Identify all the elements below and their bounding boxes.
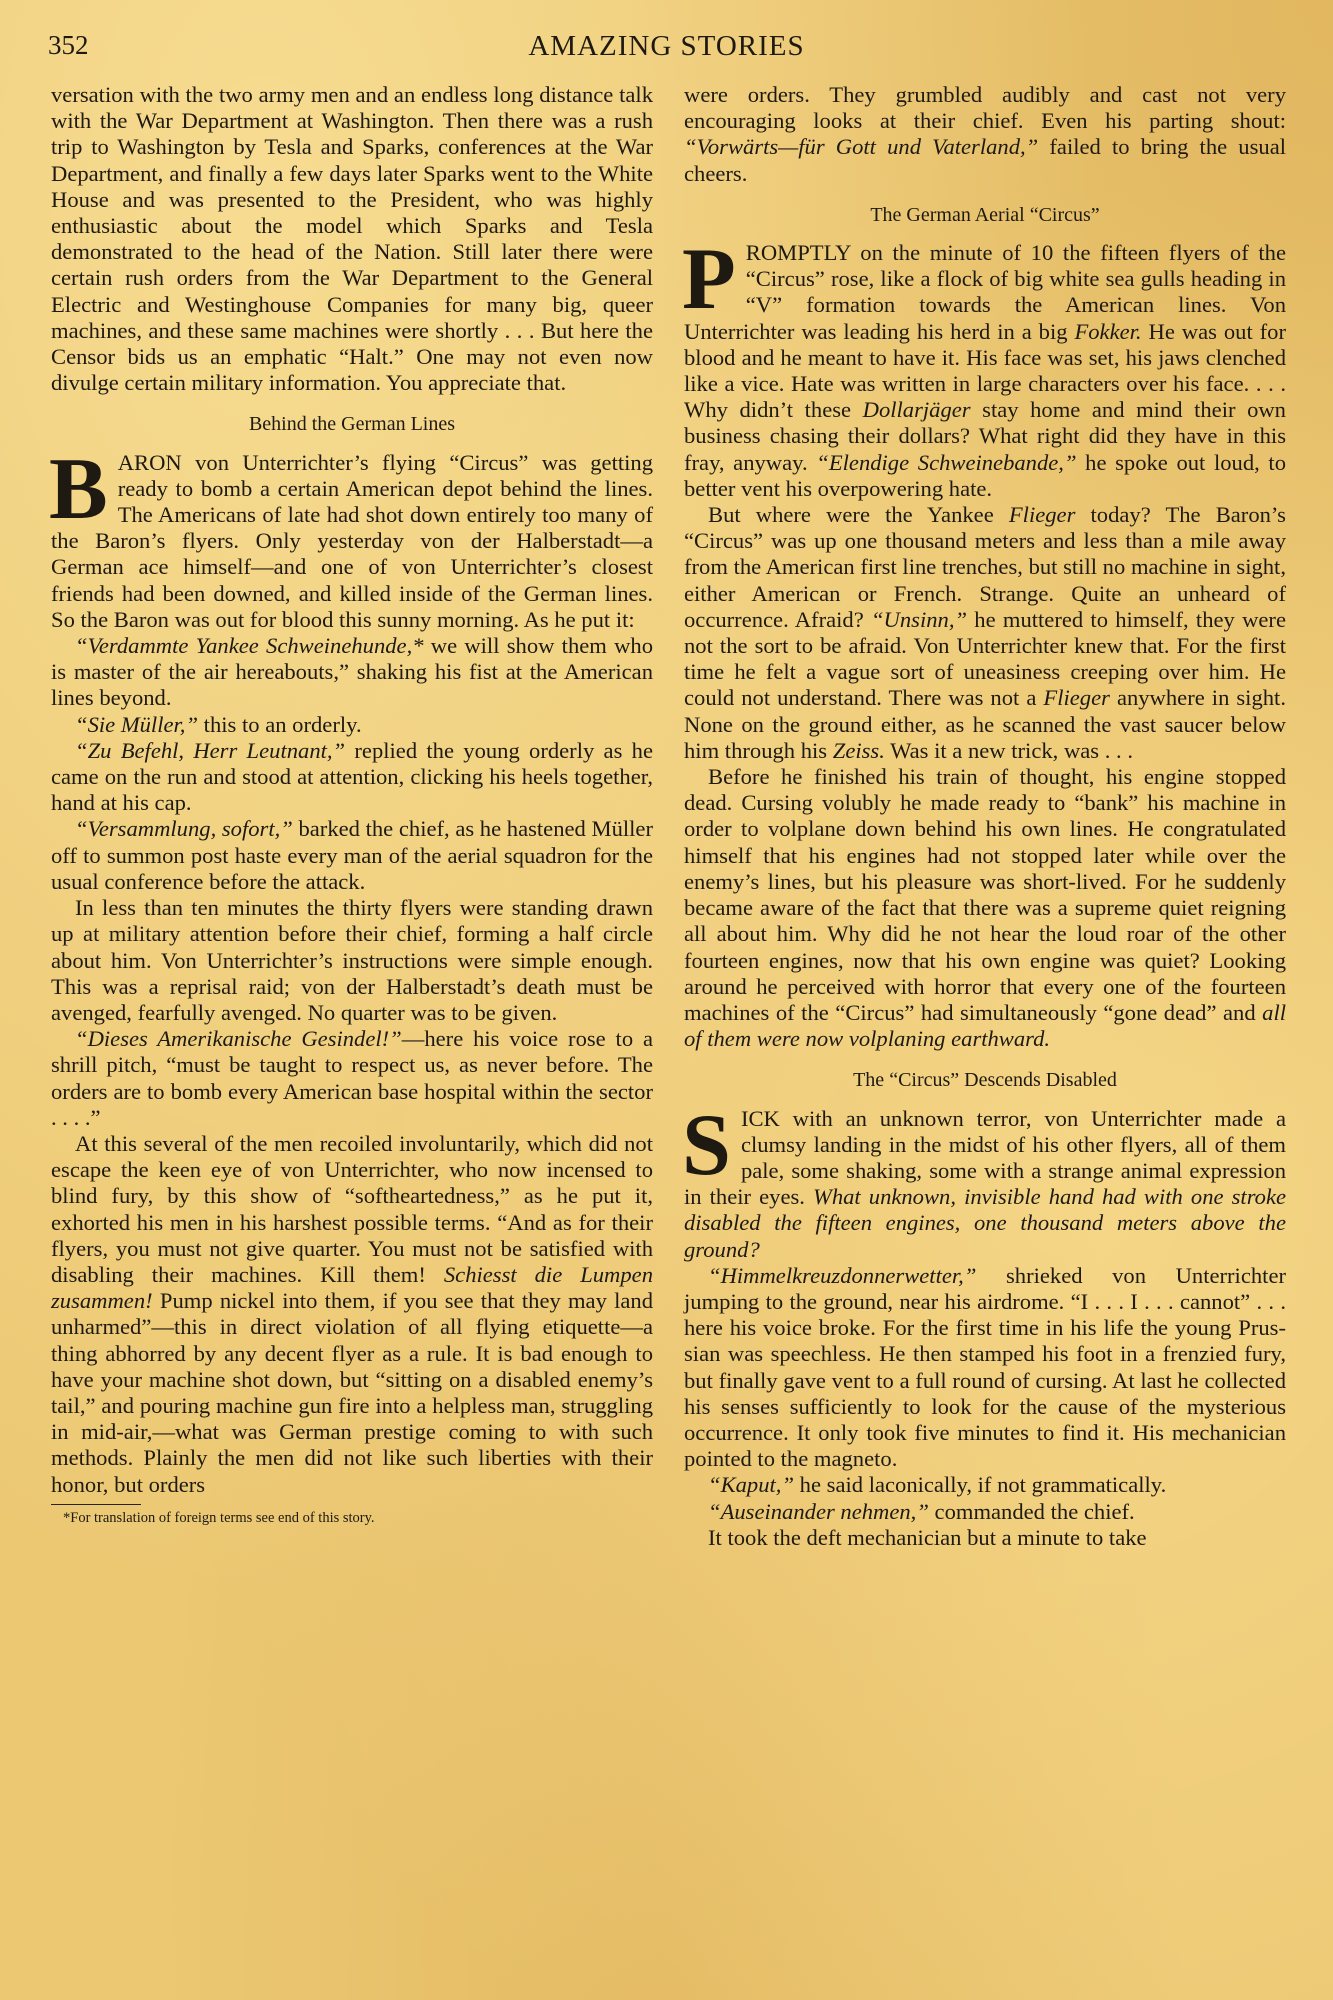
paragraph (51, 712, 653, 738)
drop-cap: S (682, 1096, 731, 1194)
italic-emphasis: What unknown, invisible hand had with one stroke disabled the fifteen engines, one thousand meters above the ground? (684, 1184, 1286, 1262)
german-phrase: “Zu Befehl, Herr Leutnant,” (75, 737, 346, 763)
footnote: *For translation of foreign terms see end of this story. (63, 1509, 375, 1526)
paragraph-text: he muttered to himself, they were not the sort to be afraid. Von Unterrichter knew that. For the first time he felt a vague sort of uneasiness creeping over him. He could not understand. There was not a (684, 606, 1286, 711)
paragraph-text: this to an orderly. (198, 711, 362, 737)
paragraph-text: replied the young orderly as he came on the run and stood at attention, clicking his heels together, hand at his cap. (51, 737, 653, 816)
running-head (48, 30, 1285, 70)
paragraph (51, 738, 653, 817)
german-phrase: “Dieses Amerikanische Gesindel!” (75, 1026, 402, 1052)
paragraph-text: commanded the chief. (928, 1498, 1135, 1524)
paragraph-text: we will show them who is master of the air hereabouts,” shaking his fist at the American lines beyond. (51, 633, 653, 711)
paragraph (684, 1472, 1286, 1498)
paragraph (684, 82, 1286, 187)
paragraph-text: stay home and mind their own business chasing their dollars? What right did they have in this fray, anyway. (684, 397, 1286, 475)
german-phrase: “Unsinn,” (870, 606, 968, 632)
small-caps-lead: ROMPTLY (745, 240, 851, 266)
page-number: 352 (48, 30, 89, 60)
paragraph-dropcap (49, 440, 653, 633)
paragraph-text: —here his voice rose to a shrill pitch, “must be taught to respect us, as never before. The orders are to bomb every American base hospital within the sector . . . .” (51, 1026, 653, 1130)
paragraph-text: von Unterrichter’s flying “Circus” was getting ready to bomb a certain American depot behind the lines. The Americans of late had shot down entirely too many of the Baron’s flyers. Only yesterday von der Halberstadt—a German ace himself—and one of von Unterrichter’s closest friends had been downed, and killed inside of the German lines. So the Baron was out for blood this sunny morning. As he put it: (51, 449, 653, 632)
section-heading: The German Aerial “Circus” (870, 203, 1100, 226)
paragraph (684, 764, 1286, 1052)
paragraph-text: Pump nickel into them, if you see that they may land unharmed”—this in direct violation of all flying etiquette—a thing abhorred by any decent flyer as a rule. It is bad enough to have your machine shot down, but “sitting on a disabled enemy’s tail,” and pouring machine gun fire into a helpless man, struggling in mid-air,—what was German prestige coming to with such methods. Plainly the men did not like such liberties with their honor, but orders (51, 1288, 653, 1497)
small-caps-lead: ARON (117, 449, 182, 475)
paragraph: versation with the two army men and an endless long distance talk with the War Department at Washington. Then there was a rush trip to Washington by Tesla and Sparks, conferences at the War Department, and finally a few days later Sparks went to the White House and was presented to the President, who was highly enthusiastic about the model which Sparks and Tesla demonstrated to the head of the Nation. Still later there were certain rush orders from the War Department to the General Electric and Westinghouse Companies for many big, queer machines, and these same machines were shortly . . . But here the Censor bids us an emphatic “Halt.” One may not even now divulge certain military information. You appreciate that. (51, 82, 653, 396)
paragraph (51, 816, 653, 895)
drop-cap: B (49, 440, 108, 538)
section-heading: The “Circus” Descends Disabled (853, 1069, 1117, 1092)
paragraph-text: shrieked von Unterrichter jumping to the ground, near his airdrome. “I . . . I . . . cannot” . . . here his voice broke. For the first time in his life the young Prussian was speechless. He then stamped his foot in a frenzied fury, but finally gave vent to a full round of cursing. At last he collected his senses sufficiently to look for the cause of the mysterious occurrence. It only took five minutes to find it. His mechanician pointed to the magneto. (684, 1262, 1286, 1472)
paragraph-text: At this several of the men recoiled involuntarily, which did not escape the keen eye of von Unterrichter, who now incensed to blind fury, by this show of “softheartedness,” as he put it, exhorted his men in his harshest possible terms. “And as for their flyers, you must not give quarter. You must not be satisfied with disabling their machines. Kill them! (51, 1130, 653, 1287)
paragraph (684, 1263, 1286, 1473)
german-phrase: “Verdammte Yankee Schweinehunde,* (75, 633, 424, 659)
german-phrase: “Vorwärts—für Gott und Vaterland,” (684, 134, 1039, 160)
paragraph (51, 1131, 653, 1498)
paragraph-text: Before he finished his train of thought, his engine stopped dead. Cursing volubly he made ready to “bank” his machine in order to volplane down behind his own lines. He congratulated himself that his engines had not stopped later while over the enemy’s lines, but his pleasure was short-lived. For he suddenly became aware of the fact that there was a supreme quiet reigning all about him. Why did he not hear the loud roar of the other fourteen engines, now that his own engine was quiet? Looking around he perceived with horror that every one of the fourteen machines of the “Circus” had simultaneously “gone dead” and (684, 764, 1286, 1025)
paragraph (684, 1499, 1286, 1525)
paragraph-text: on the minute of 10 the fifteen flyers of the “Circus” rose, like a flock of big white sea gulls heading in “V” formation towards the American lines. Von Unterrichter was leading his herd in a big (684, 240, 1286, 344)
italic-term: Flieger (1043, 685, 1110, 711)
left-column (51, 82, 653, 1527)
paragraph-text: failed to bring the usual cheers. (684, 134, 1286, 186)
paragraph-text: barked the chief, as he hastened Müller off to summon post haste every man of the aerial squadron for the usual conference before the attack. (51, 816, 653, 894)
paragraph-text: with an unknown terror, von Unterrichter made a clumsy landing in the midst of his other flyers, all of them pale, some shaking, some with a strange animal expression in their eyes. (684, 1105, 1286, 1210)
italic-term: Dollarjäger (862, 397, 971, 423)
drop-cap: P (682, 231, 736, 329)
paragraph-dropcap (682, 1096, 1286, 1263)
section-heading: Behind the German Lines (248, 413, 456, 436)
italic-emphasis: all of them were now volplaning earthward. (684, 999, 1286, 1052)
german-phrase: Schiesst die Lumpen zusammen! (51, 1261, 653, 1314)
footnote-divider (51, 1504, 141, 1505)
paragraph-text: he said laconically, if not grammatically. (794, 1472, 1167, 1498)
paragraph (51, 633, 653, 712)
german-phrase: “Versammlung, sofort,” (75, 816, 293, 842)
german-phrase: “Elendige Schweinebande,” (816, 449, 1077, 475)
german-phrase: “Sie Müller,” (75, 711, 199, 737)
paragraph-text: today? The Baron’s “Circus” was up one thousand meters and less than a mile away from the American first line trenches, but still no machine in sight, either American or French. Strange. Quite an unheard of occurrence. Afraid? (684, 502, 1286, 632)
italic-term: Zeiss. (832, 737, 885, 763)
paragraph (684, 502, 1286, 764)
paragraph-text: anywhere in sight. None on the ground either, as he scanned the vast saucer below him through his (684, 685, 1286, 763)
italic-term: Flieger (1008, 502, 1076, 528)
paragraph-text: But where were the Yankee (708, 502, 1009, 528)
paragraph: It took the deft mechanician but a minute to take (708, 1524, 1147, 1550)
paragraph-text: He was out for blood and he meant to have it. His face was set, his jaws clenched like a vice. Hate was written in large characters over his face. . . . Why didn’t these (684, 318, 1286, 423)
paragraph: In less than ten minutes the thirty flyers were standing drawn up at military attention before their chief, forming a half circle about him. Von Unterrichter’s instructions were simple enough. This was a reprisal raid; von der Halberstadt’s death must be avenged, fearfully avenged. No quarter was to be given. (51, 895, 653, 1025)
german-phrase: “Himmelkreuzdonnerwetter,” (708, 1262, 977, 1288)
paragraph-text: were orders. They grumbled audibly and cast not very encouraging looks at their chief. Even his parting shout: (684, 82, 1286, 134)
paragraph-dropcap (682, 231, 1286, 502)
paragraph (51, 1026, 653, 1131)
paragraph-text: he spoke out loud, to better vent his overpowering hate. (684, 449, 1286, 501)
german-phrase: “Auseinander nehmen,” (708, 1498, 929, 1524)
german-phrase: “Kaput,” (708, 1472, 795, 1498)
small-caps-lead: ICK (740, 1105, 780, 1131)
magazine-title: AMAZING STORIES (528, 30, 805, 62)
italic-term: Fokker. (1074, 318, 1142, 344)
right-column (684, 82, 1286, 1551)
paragraph-text: Was it a new trick, was . . . (884, 737, 1133, 763)
